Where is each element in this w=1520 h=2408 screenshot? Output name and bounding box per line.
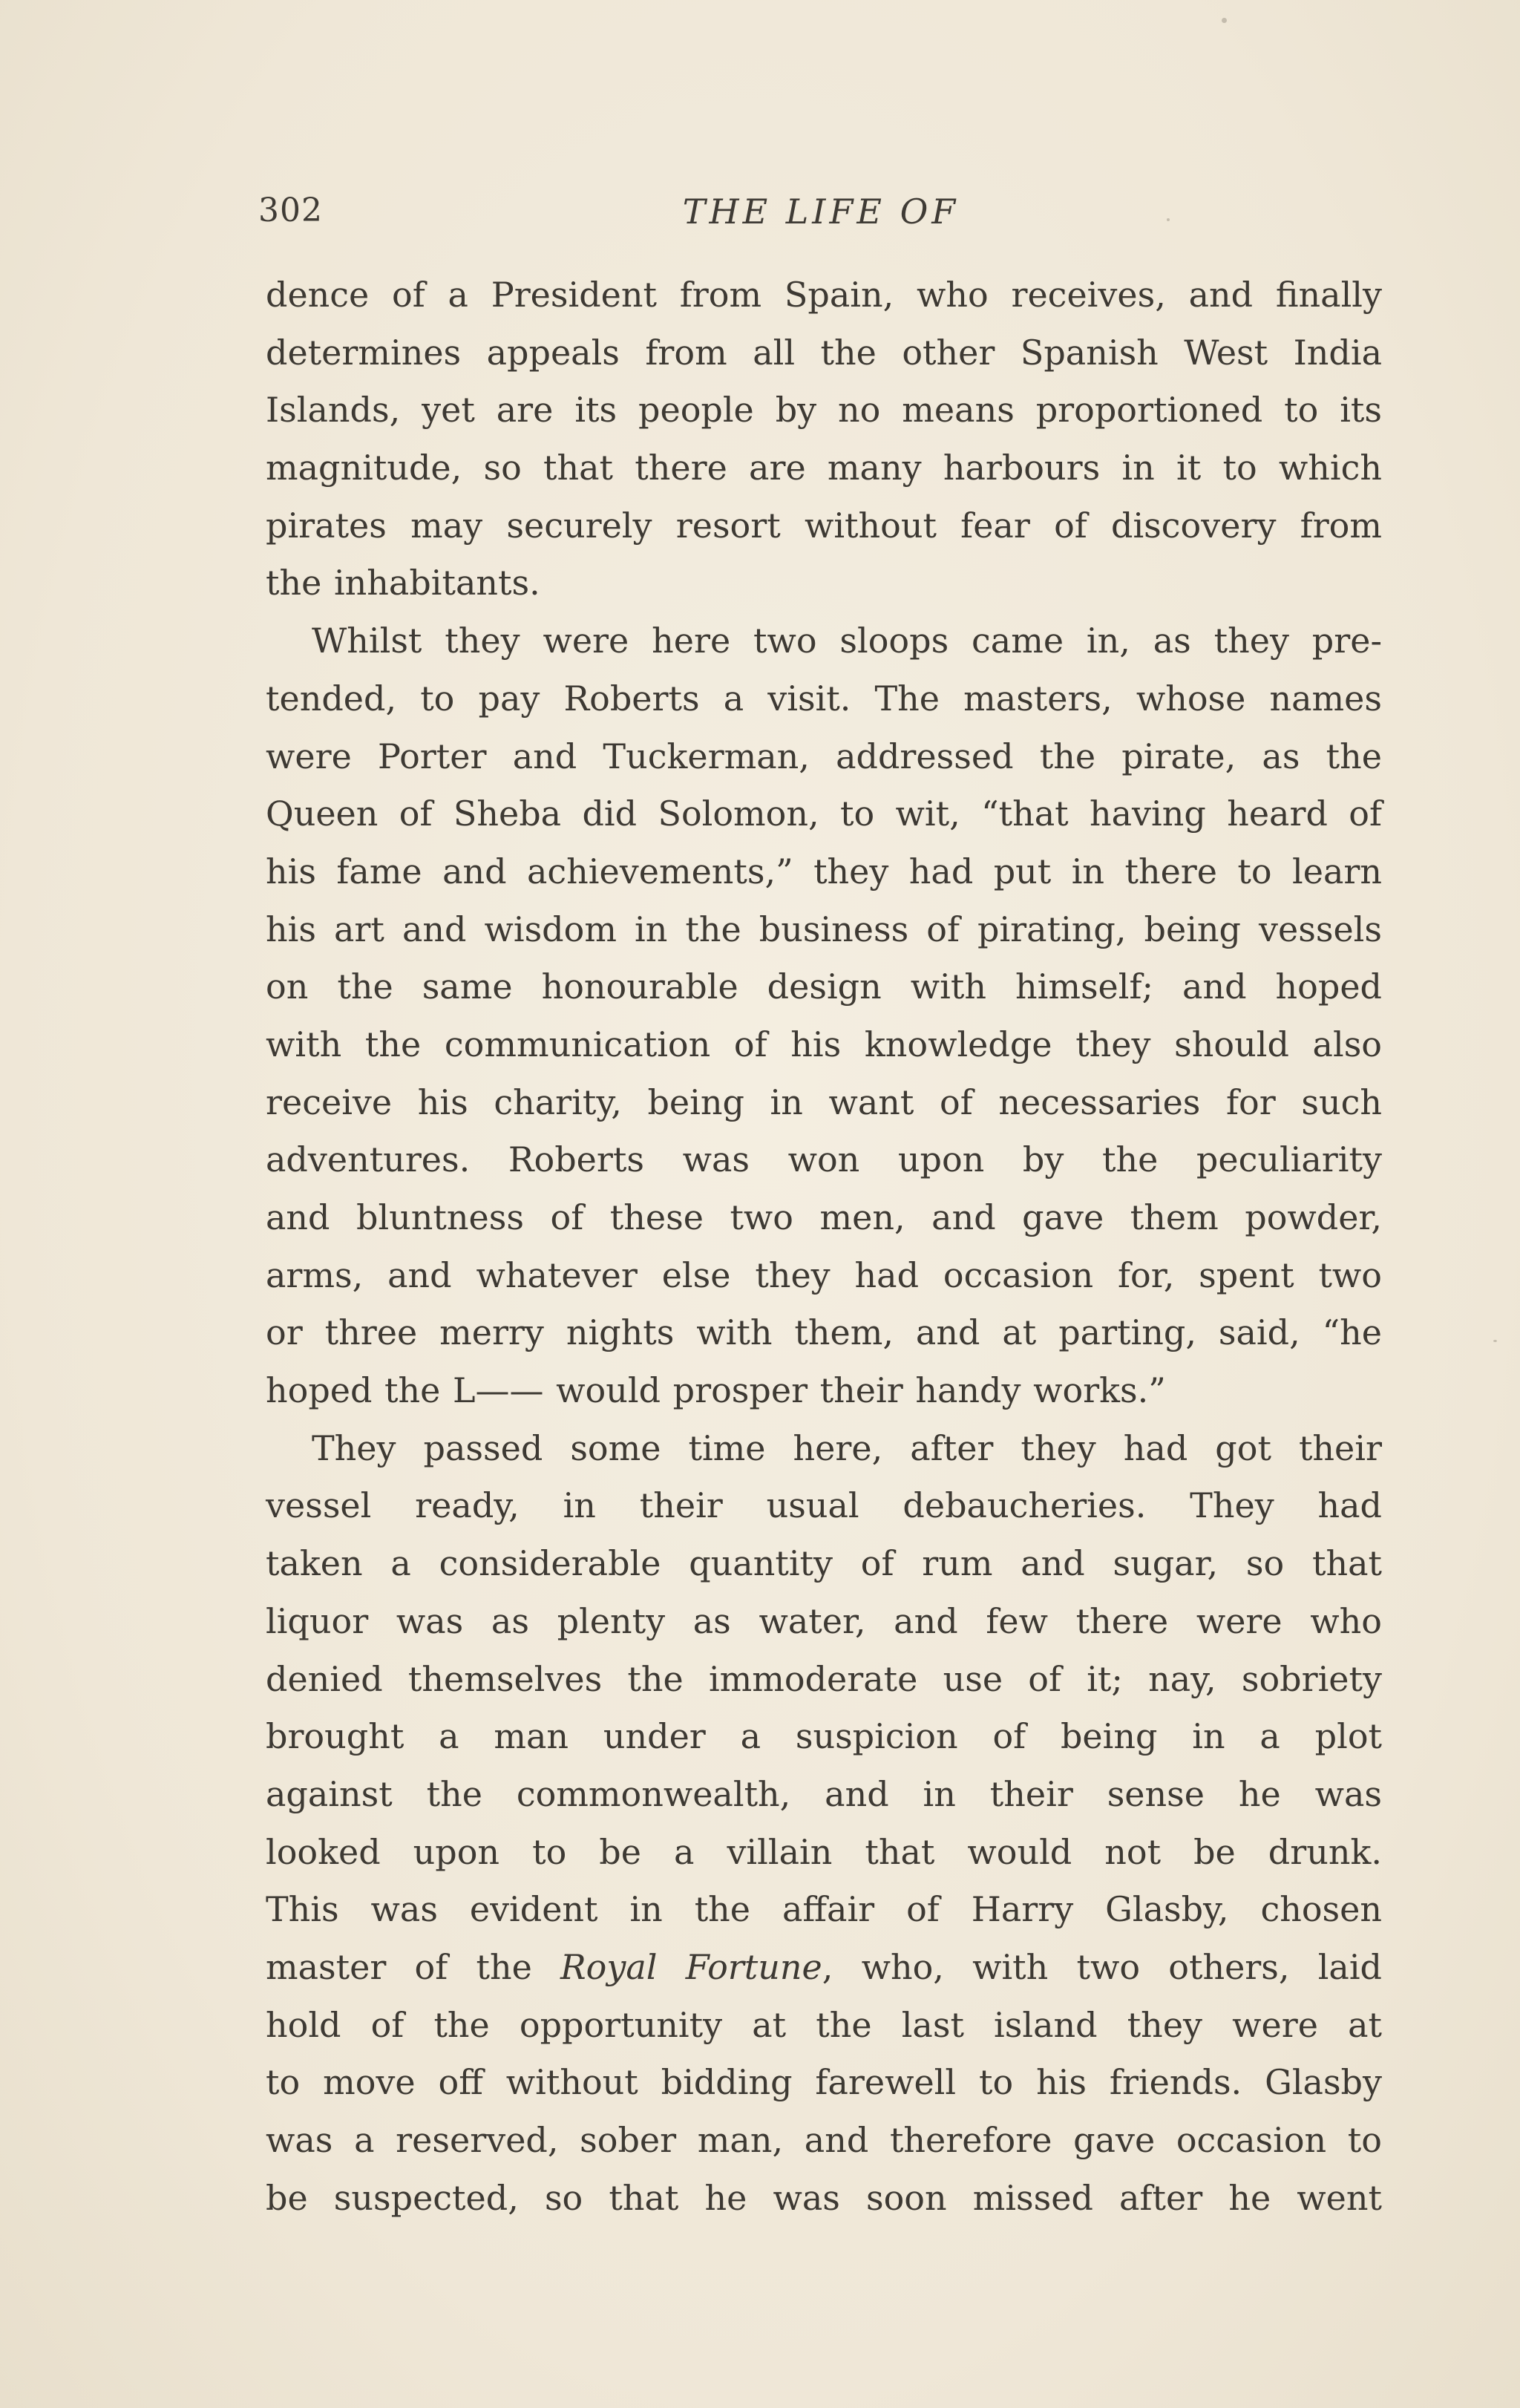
text-line: Queen of Sheba did Solomon, to wit, “that having heard of (266, 794, 1382, 834)
text-line: They passed some time here, after they had got their (312, 1427, 1382, 1468)
text-line: were Porter and Tuckerman, addressed the pirate, as the (266, 736, 1382, 776)
text-line: hoped the L—— would prosper their handy works.” (266, 1370, 1166, 1411)
text-line: vessel ready, in their usual debaucheries. They had (266, 1485, 1382, 1526)
text-line-with-ship-name (266, 1939, 1382, 1997)
text-line: was a reserved, sober man, and therefore gave occasion to (266, 2120, 1382, 2160)
text-line: adventures. Roberts was won upon by the peculiarity (266, 1139, 1382, 1180)
text-line: brought a man under a suspicion of being in a plot (266, 1716, 1382, 1757)
text-line: Whilst they were here two sloops came in, as they pre- (312, 621, 1382, 661)
body-text (266, 266, 1382, 2227)
text-line: against the commonwealth, and in their sense he was (266, 1773, 1382, 1814)
text-line: hold of the opportunity at the last island they were at (266, 2004, 1382, 2045)
running-head: THE LIFE OF (682, 192, 960, 232)
text-line: be suspected, so that he was soon missed after he went (266, 2177, 1382, 2218)
text-line: with the communication of his knowledge they should also (266, 1024, 1382, 1064)
ship-name-italic: Royal Fortune (560, 1946, 822, 1987)
text-line: liquor was as plenty as water, and few there were who (266, 1600, 1382, 1641)
text-line: denied themselves the immoderate use of it; nay, sobriety (266, 1658, 1382, 1699)
text-line: tended, to pay Roberts a visit. The masters, whose names (266, 678, 1382, 719)
text-line: or three merry nights with them, and at parting, said, “he (266, 1312, 1382, 1353)
text-line: determines appeals from all the other Spanish West India (266, 332, 1382, 373)
text-line: arms, and whatever else they had occasion for, spent two (266, 1254, 1382, 1295)
page-header (258, 192, 1383, 243)
text-line: Islands, yet are its people by no means proportioned to its (266, 390, 1382, 431)
text-line: to move off without bidding farewell to his friends. Glasby (266, 2062, 1382, 2103)
paper-speck (1222, 18, 1227, 23)
page-number: 302 (258, 192, 323, 229)
text-line: receive his charity, being in want of necessaries for such (266, 1082, 1382, 1122)
text-line: on the same honourable design with himself; and hoped (266, 966, 1382, 1007)
text-fragment: , who, with two others, laid (822, 1946, 1383, 1987)
text-line: looked upon to be a villain that would not be drunk. (266, 1831, 1382, 1872)
paper-speck (1493, 1340, 1497, 1342)
text-line: the inhabitants. (266, 563, 540, 603)
text-line: taken a considerable quantity of rum and sugar, so that (266, 1543, 1382, 1584)
text-line: and bluntness of these two men, and gave them powder, (266, 1197, 1382, 1237)
text-line: dence of a President from Spain, who receives, and finally (266, 275, 1382, 315)
text-line: This was evident in the affair of Harry Glasby, chosen (266, 1889, 1382, 1930)
text-line: magnitude, so that there are many harbours in it to which (266, 448, 1382, 488)
text-line: his fame and achievements,” they had put in there to learn (266, 851, 1382, 891)
text-fragment: master of the (266, 1946, 561, 1987)
text-line: his art and wisdom in the business of pirating, being vessels (266, 909, 1382, 949)
text-line: pirates may securely resort without fear of discovery from (266, 505, 1382, 546)
